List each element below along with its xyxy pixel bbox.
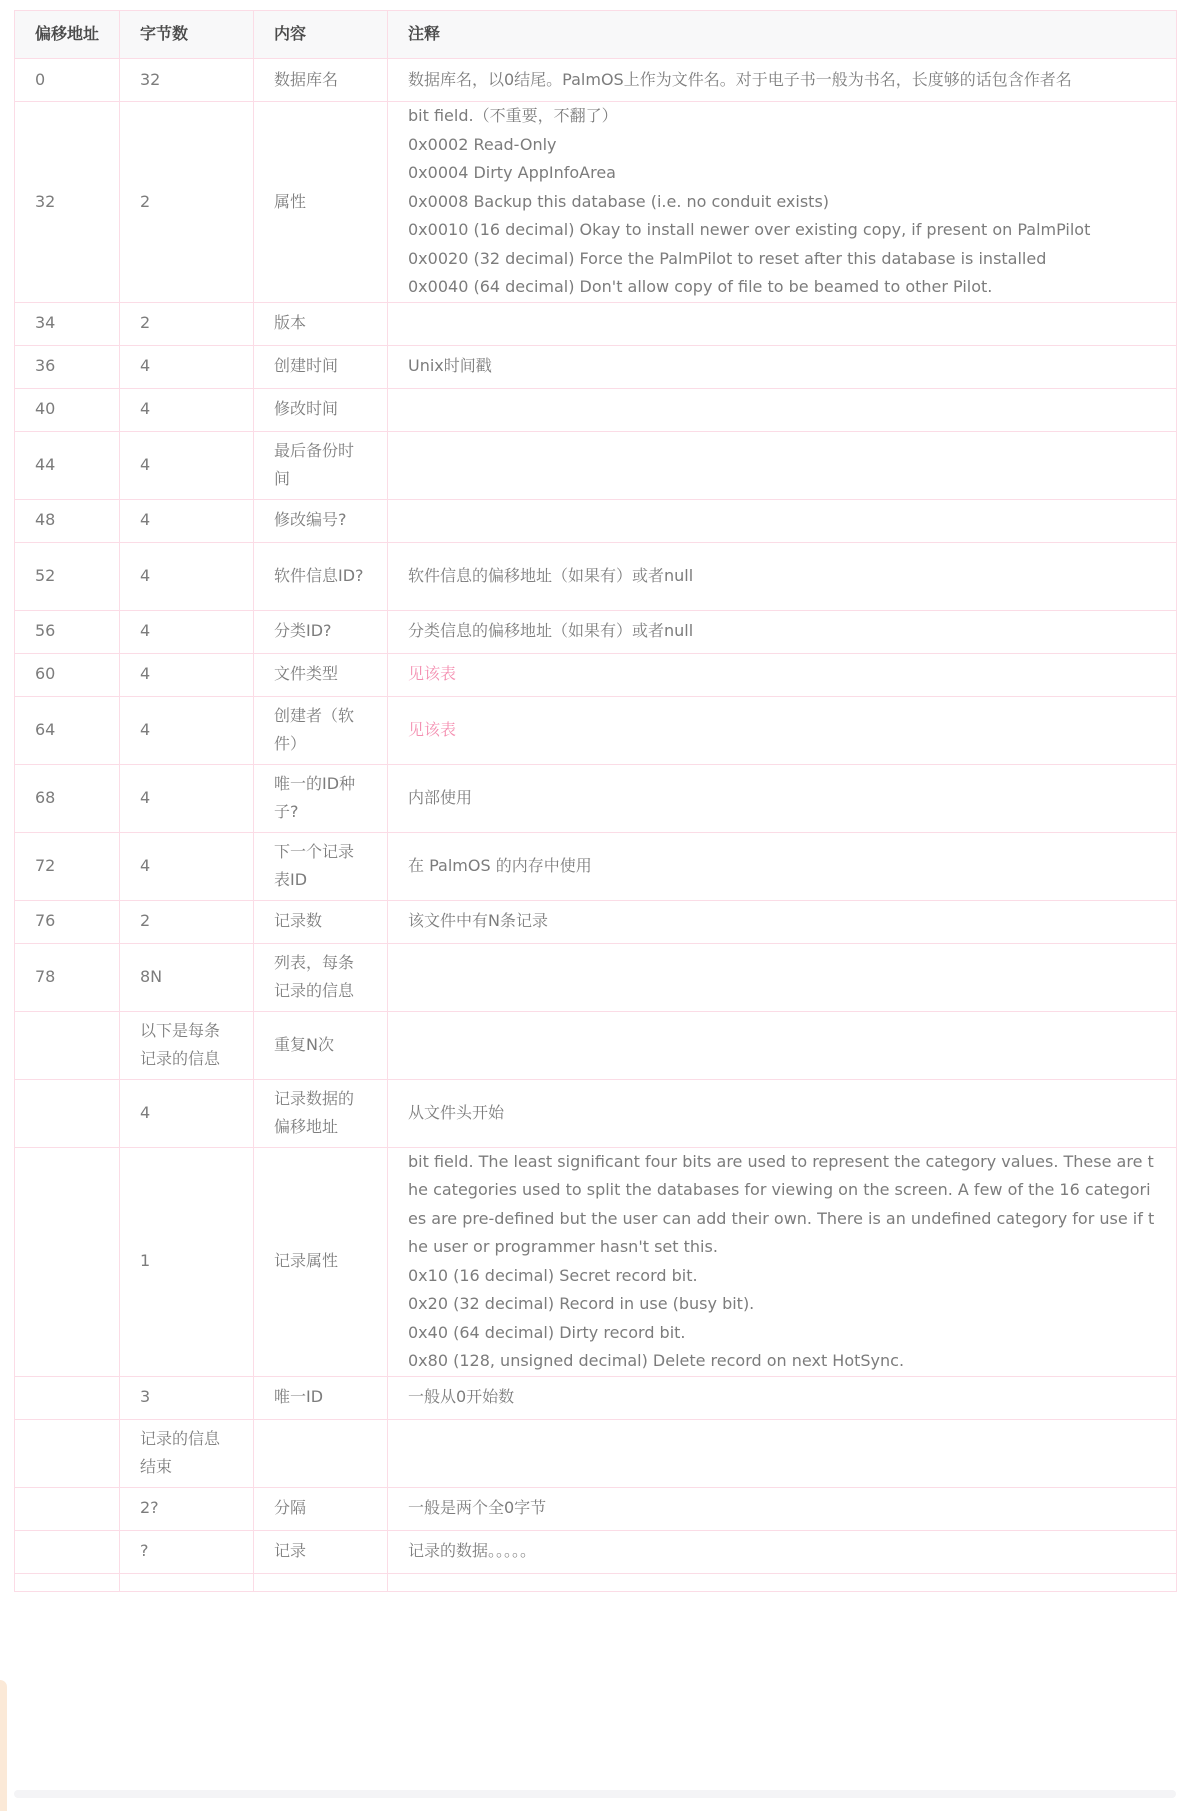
cell-content: 记录 [254,1530,388,1573]
header-offset: 偏移地址 [15,11,120,59]
cell-bytes: 4 [120,388,254,431]
cell-bytes: 2? [120,1487,254,1530]
cell-note [388,499,1177,542]
note-line: 一般从0开始数 [408,1387,515,1407]
cell-content: 修改编号? [254,499,388,542]
note-line: 数据库名，以0结尾。PalmOS上作为文件名。对于电子书一般为书名，长度够的话包含作者名 [408,69,1072,89]
cell-bytes: ? [120,1530,254,1573]
cell-note [388,302,1177,345]
cell-note [388,388,1177,431]
cell-content: 记录数据的偏移地址 [254,1079,388,1147]
table-row [15,102,1177,303]
cell-offset: 44 [15,431,120,499]
cell-note [388,696,1177,764]
cell-content: 版本 [254,302,388,345]
table-row [15,832,1177,900]
cell-bytes: 以下是每条记录的信息 [120,1011,254,1079]
cell-content: 列表，每条记录的信息 [254,943,388,1011]
cell-note [388,345,1177,388]
table-row [15,696,1177,764]
cell-note [388,102,1177,303]
note-line: bit field. The least significant four bits are used to represent the category values. These are the categories used to split the databases for viewing on the screen. A few of the 16 categories are pre-defined but the user can add their own. There is an undefined category for use if the user or programmer hasn't set this. [408,1151,1155,1256]
cell-offset: 34 [15,302,120,345]
cell-offset: 40 [15,388,120,431]
cell-bytes: 4 [120,764,254,832]
note-line: bit field.（不重要，不翻了） [408,106,618,125]
cell-note [388,1079,1177,1147]
cell-offset [15,1573,120,1591]
cell-note [388,1376,1177,1419]
cell-note [388,1530,1177,1573]
cell-content: 重复N次 [254,1011,388,1079]
cell-offset [15,1530,120,1573]
cell-content: 唯一ID [254,1376,388,1419]
table-row [15,431,1177,499]
cell-offset: 64 [15,696,120,764]
table-body [15,59,1177,1592]
cell-bytes: 4 [120,696,254,764]
cell-content: 分类ID? [254,610,388,653]
cell-note [388,1419,1177,1487]
note-line: 0x0008 Backup this database (i.e. no conduit exists) [408,191,830,211]
cell-bytes: 2 [120,102,254,303]
cell-offset: 0 [15,59,120,102]
cell-note [388,1487,1177,1530]
cell-content: 记录数 [254,900,388,943]
cell-note [388,764,1177,832]
table-row [15,1530,1177,1573]
cell-content [254,1419,388,1487]
cell-bytes: 4 [120,610,254,653]
cell-content: 属性 [254,102,388,303]
table-row [15,1079,1177,1147]
cell-offset [15,1419,120,1487]
cell-offset [15,1487,120,1530]
note-line: 0x0040 (64 decimal) Don't allow copy of file to be beamed to other Pilot. [408,277,993,296]
horizontal-scrollbar[interactable] [14,1790,1176,1798]
cell-content: 下一个记录表ID [254,832,388,900]
cell-offset: 76 [15,900,120,943]
cell-note [388,1011,1177,1079]
cell-bytes: 4 [120,1079,254,1147]
cell-note [388,1573,1177,1591]
table-row [15,1376,1177,1419]
cell-content [254,1573,388,1591]
cell-content: 唯一的ID种子? [254,764,388,832]
cell-bytes: 2 [120,302,254,345]
format-table-container [14,10,1176,1592]
cell-offset [15,1376,120,1419]
cell-offset: 72 [15,832,120,900]
note-line: 分类信息的偏移地址（如果有）或者null [408,621,694,641]
cell-offset: 52 [15,542,120,610]
cell-offset: 48 [15,499,120,542]
cell-content: 分隔 [254,1487,388,1530]
decorative-corner-shape [0,1680,7,1811]
cell-offset [15,1011,120,1079]
note-line: 一般是两个全0字节 [408,1498,547,1518]
cell-offset: 68 [15,764,120,832]
cell-content: 修改时间 [254,388,388,431]
table-row [15,499,1177,542]
note-line: 0x0020 (32 decimal) Force the PalmPilot to reset after this database is installed [408,248,1047,268]
note-line: Unix时间戳 [408,356,492,376]
note-line: 0x10 (16 decimal) Secret record bit. [408,1265,698,1285]
cell-bytes: 4 [120,345,254,388]
cell-bytes: 4 [120,542,254,610]
table-header-row [15,11,1177,59]
cell-note [388,431,1177,499]
note-line: 记录的数据。。。。。 [408,1541,537,1561]
cell-content: 记录属性 [254,1147,388,1376]
cell-bytes: 3 [120,1376,254,1419]
note-line: 软件信息的偏移地址（如果有）或者null [408,565,694,585]
cell-note [388,542,1177,610]
cell-content: 创建时间 [254,345,388,388]
cell-bytes: 1 [120,1147,254,1376]
cell-content: 软件信息ID? [254,542,388,610]
cell-note [388,943,1177,1011]
cell-bytes: 4 [120,832,254,900]
note-line: 0x40 (64 decimal) Dirty record bit. [408,1322,686,1342]
cell-note [388,1147,1177,1376]
note-line: 从文件头开始 [408,1102,505,1122]
cell-offset: 36 [15,345,120,388]
cell-bytes: 记录的信息结束 [120,1419,254,1487]
cell-offset [15,1079,120,1147]
cell-note [388,900,1177,943]
see-table-link[interactable]: 见该表 [408,664,457,684]
cell-bytes: 4 [120,499,254,542]
cell-offset [15,1147,120,1376]
palm-database-format-table [14,10,1177,1592]
see-table-link[interactable]: 见该表 [408,719,457,739]
cell-content: 文件类型 [254,653,388,696]
cell-offset: 60 [15,653,120,696]
note-line: 0x0002 Read-Only [408,134,557,154]
note-line: 0x0004 Dirty AppInfoArea [408,163,616,182]
note-line: 在 PalmOS 的内存中使用 [408,855,592,875]
cell-content: 创建者（软件） [254,696,388,764]
table-row [15,345,1177,388]
cell-offset: 56 [15,610,120,653]
header-bytes: 字节数 [120,11,254,59]
table-row [15,302,1177,345]
note-line: 0x0010 (16 decimal) Okay to install newer over existing copy, if present on PalmPilot [408,220,1091,239]
cell-content: 数据库名 [254,59,388,102]
table-row [15,542,1177,610]
table-row [15,1573,1177,1591]
table-row [15,764,1177,832]
cell-note [388,653,1177,696]
note-line: 该文件中有N条记录 [408,911,548,931]
table-row [15,1419,1177,1487]
table-row [15,900,1177,943]
cell-note [388,832,1177,900]
header-note: 注释 [388,11,1177,59]
header-content: 内容 [254,11,388,59]
cell-bytes: 32 [120,59,254,102]
table-row [15,1147,1177,1376]
cell-note [388,59,1177,102]
table-row [15,610,1177,653]
table-row [15,388,1177,431]
cell-bytes: 4 [120,653,254,696]
cell-offset: 32 [15,102,120,303]
table-row [15,653,1177,696]
cell-note [388,610,1177,653]
table-row [15,943,1177,1011]
cell-bytes: 4 [120,431,254,499]
table-row [15,59,1177,102]
cell-bytes: 8N [120,943,254,1011]
note-line: 内部使用 [408,787,473,807]
cell-bytes: 2 [120,900,254,943]
cell-offset: 78 [15,943,120,1011]
table-row [15,1487,1177,1530]
table-row [15,1011,1177,1079]
note-line: 0x80 (128, unsigned decimal) Delete record on next HotSync. [408,1351,905,1370]
cell-content: 最后备份时间 [254,431,388,499]
cell-bytes [120,1573,254,1591]
note-line: 0x20 (32 decimal) Record in use (busy bit). [408,1294,755,1313]
